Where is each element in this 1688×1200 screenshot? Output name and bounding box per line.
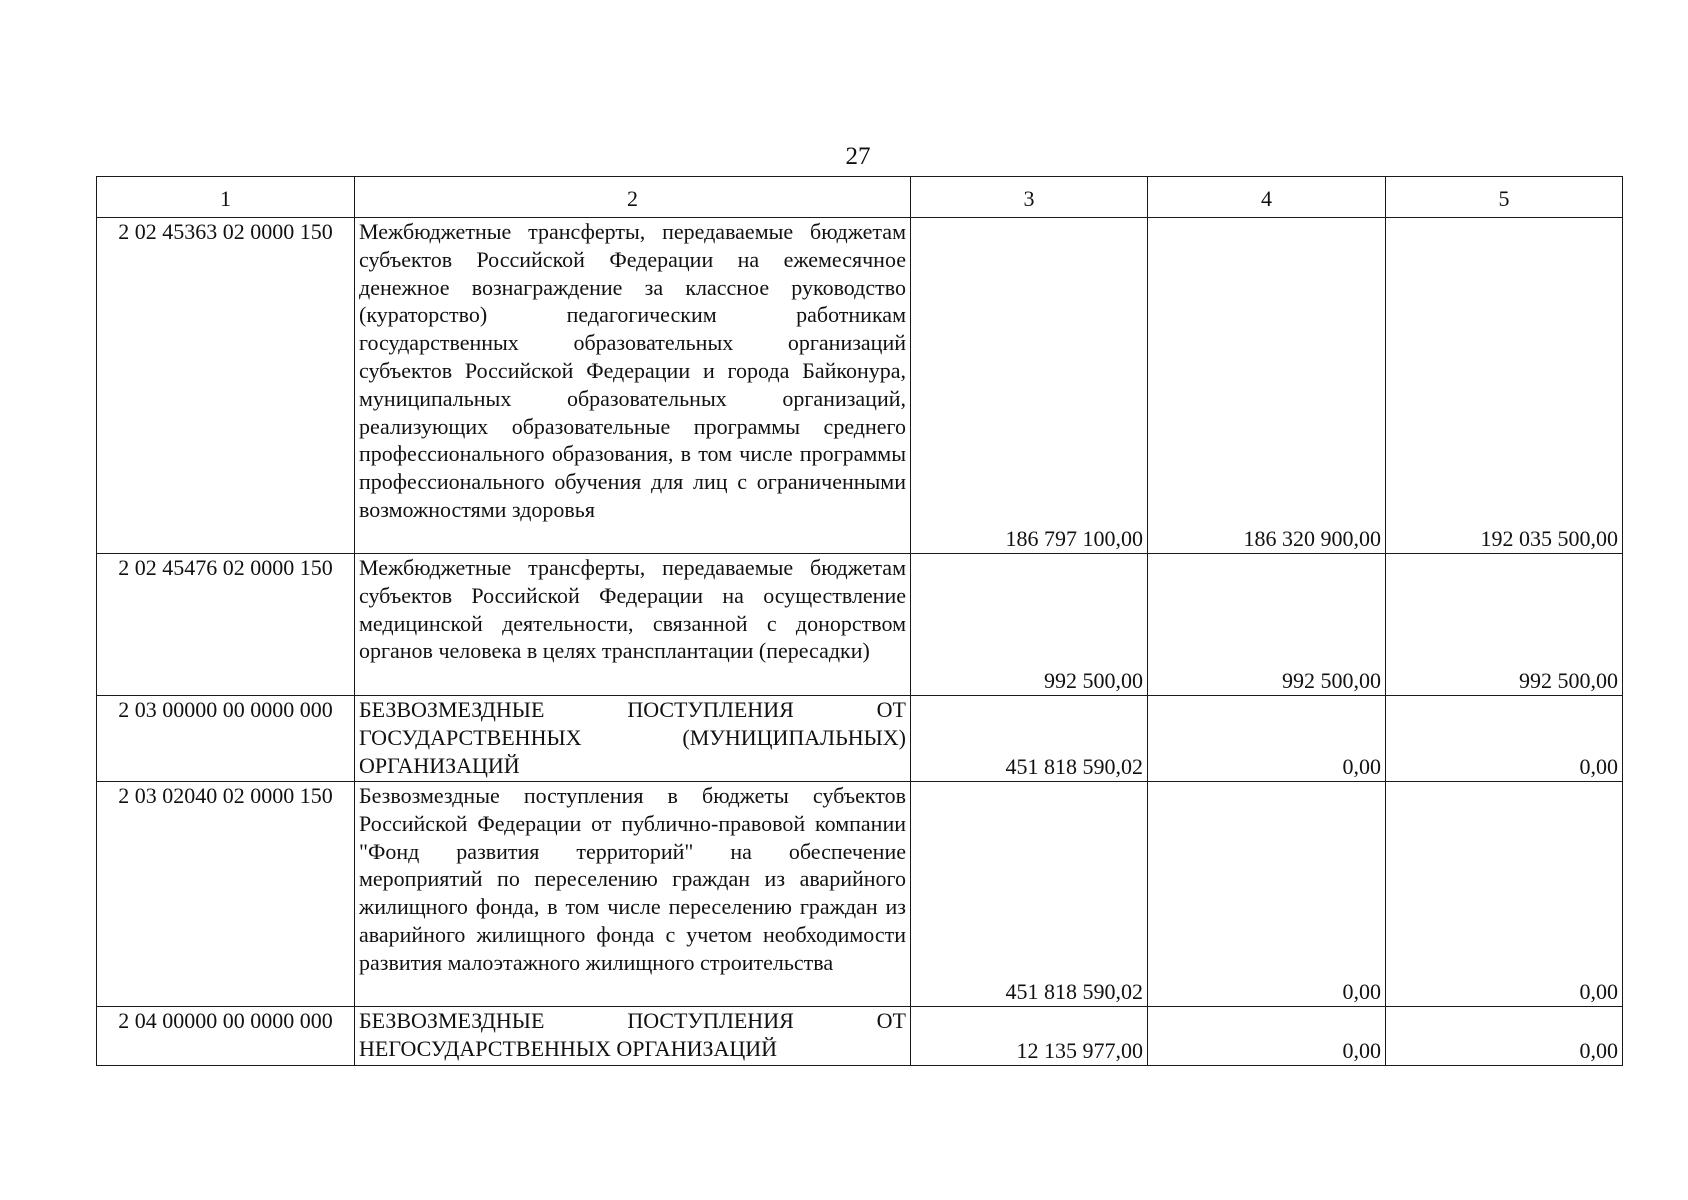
row-code: 2 03 02040 02 0000 150 xyxy=(97,782,355,1007)
row-code: 2 04 00000 00 0000 000 xyxy=(97,1007,355,1066)
row-description: Межбюджетные трансферты, передаваемые бюджетам субъектов Российской Федерации на ежемесячное денежное вознаграждение за классное руководство (кураторство) педагогическим работникам государственных образовательных организаций субъектов Российской Федерации и города Байконура, муниципальных образовательных организаций, реализующих образовательные программы среднего профессионального образования, в том числе программы профессионального обучения для лиц с ограниченными возможностями здоровья xyxy=(355,218,911,554)
budget-revenue-table xyxy=(96,176,1623,1066)
table-row xyxy=(97,554,1623,696)
row-description: Межбюджетные трансферты, передаваемые бюджетам субъектов Российской Федерации на осуществление медицинской деятельности, связанной с донорством органов человека в целях трансплантации (пересадки) xyxy=(355,554,911,696)
row-value-col4: 186 320 900,00 xyxy=(1148,218,1386,554)
row-code: 2 02 45476 02 0000 150 xyxy=(97,554,355,696)
table-row xyxy=(97,696,1623,782)
column-header-2: 2 xyxy=(355,177,911,218)
row-value-col4: 992 500,00 xyxy=(1148,554,1386,696)
row-value-col4: 0,00 xyxy=(1148,1007,1386,1066)
table-row xyxy=(97,1007,1623,1066)
table-row xyxy=(97,782,1623,1007)
page-number: 27 xyxy=(845,143,871,170)
row-value-col3: 451 818 590,02 xyxy=(911,782,1148,1007)
row-description: БЕЗВОЗМЕЗДНЫЕ ПОСТУПЛЕНИЯ ОТ ГОСУДАРСТВЕННЫХ (МУНИЦИПАЛЬНЫХ) ОРГАНИЗАЦИЙ xyxy=(355,696,911,782)
column-header-1: 1 xyxy=(97,177,355,218)
table-row xyxy=(97,218,1623,554)
row-value-col4: 0,00 xyxy=(1148,782,1386,1007)
row-description: Безвозмездные поступления в бюджеты субъектов Российской Федерации от публично-правовой компании "Фонд развития территорий" на обеспечение мероприятий по переселению граждан из аварийного жилищного фонда, в том числе переселению граждан из аварийного жилищного фонда с учетом необходимости развития малоэтажного жилищного строительства xyxy=(355,782,911,1007)
column-header-3: 3 xyxy=(911,177,1148,218)
column-header-5: 5 xyxy=(1386,177,1623,218)
row-code: 2 02 45363 02 0000 150 xyxy=(97,218,355,554)
row-value-col3: 12 135 977,00 xyxy=(911,1007,1148,1066)
row-value-col5: 0,00 xyxy=(1386,782,1623,1007)
row-value-col3: 186 797 100,00 xyxy=(911,218,1148,554)
row-description: БЕЗВОЗМЕЗДНЫЕ ПОСТУПЛЕНИЯ ОТ НЕГОСУДАРСТВЕННЫХ ОРГАНИЗАЦИЙ xyxy=(355,1007,911,1066)
row-value-col3: 451 818 590,02 xyxy=(911,696,1148,782)
row-value-col5: 192 035 500,00 xyxy=(1386,218,1623,554)
row-value-col5: 992 500,00 xyxy=(1386,554,1623,696)
row-value-col3: 992 500,00 xyxy=(911,554,1148,696)
row-value-col4: 0,00 xyxy=(1148,696,1386,782)
table-header-row xyxy=(97,177,1623,218)
row-value-col5: 0,00 xyxy=(1386,1007,1623,1066)
column-header-4: 4 xyxy=(1148,177,1386,218)
row-code: 2 03 00000 00 0000 000 xyxy=(97,696,355,782)
row-value-col5: 0,00 xyxy=(1386,696,1623,782)
